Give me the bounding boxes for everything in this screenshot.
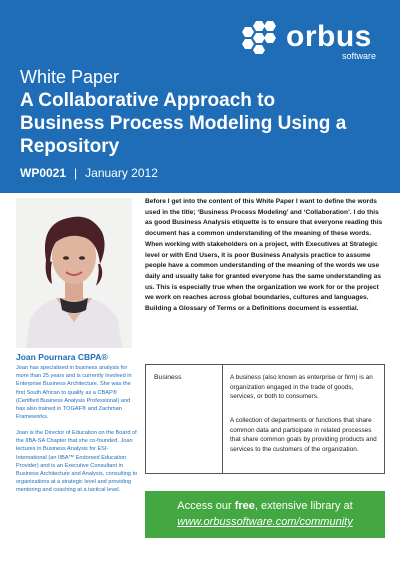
document-type: White Paper — [20, 67, 120, 87]
definition-text: A collection of departments or functions that share common data and participate in related processes that share common goals by providing products and services to the customers of the organization. — [230, 417, 377, 453]
author-photo — [16, 198, 132, 348]
community-link[interactable]: www.orbussoftware.com/community — [177, 516, 353, 528]
document-meta — [20, 165, 158, 181]
definition-text: A business (also known as enterprise or firm) is an organization engaged in the trade of goods, services, or both to consumers. — [230, 374, 373, 401]
cta-emphasis: free — [234, 500, 255, 512]
author-bio-paragraph: Joan has specialised in business analysis for more than 25 years and is currently involved in Enterprise Business Architecture. She was the first South African to qualify as a CBAP® (Certified Business Analysis Professional) and has also trained in TOGAF® and Zachman Frameworks. — [16, 365, 132, 421]
orbus-logo[interactable] — [234, 20, 384, 64]
definition-term: Business — [154, 374, 182, 381]
author-portrait-image — [16, 198, 132, 348]
table-column-divider — [222, 365, 223, 473]
document-code: WP0021 — [20, 166, 67, 180]
intro-paragraph: Before I get into the content of this White Paper I want to define the words used in the title; ‘Business Process Modeling’ and ‘Collaboration’. I do this as good Business Analysis etiquette is to ensure that everyone reading this document has a common understanding of the meaning of these words. When working with stakeholders on a project, with Executives at Strategic level or with End Users, it is poor Business Analysis practice to assume people have a common understanding of the meaning of the words we use daily and usually take for granted everyone has the same understanding as us. This is especially true when the organization we work for or the project we work on reaches across global boundaries, cultures and languages. Building a Glossary of Terms or a Definitions document is essential. — [145, 198, 383, 313]
header-banner — [0, 0, 400, 193]
logo-wordmark: orbus — [286, 20, 372, 53]
logo-subtext: software — [342, 51, 377, 61]
meta-separator: | — [74, 166, 78, 180]
author-name: Joan Pournara CBPA® — [16, 352, 108, 362]
cta-prefix: Access our — [177, 500, 235, 512]
hexagon-cluster-icon — [234, 20, 294, 54]
library-cta-banner[interactable] — [145, 491, 385, 538]
definition-table — [145, 364, 385, 474]
cta-text — [145, 499, 385, 513]
document-date: January 2012 — [85, 166, 158, 180]
cta-suffix: , extensive library at — [254, 500, 353, 512]
author-bio-paragraph: Joan is the Director of Education on the Board of the IIBA-SA Chapter that she co-founded. Joan lectures in Business Analysis for ESI-International (an IIBA™ Endorsed Education Provider) and is an Executive Consultant in Business Architecture and Analysis, consulting to organizations at a strategic level and providing mentoring and coaching at a tactical level. — [16, 430, 138, 494]
document-title: A Collaborative Approach to Business Process Modeling Using a Repository — [20, 90, 347, 157]
